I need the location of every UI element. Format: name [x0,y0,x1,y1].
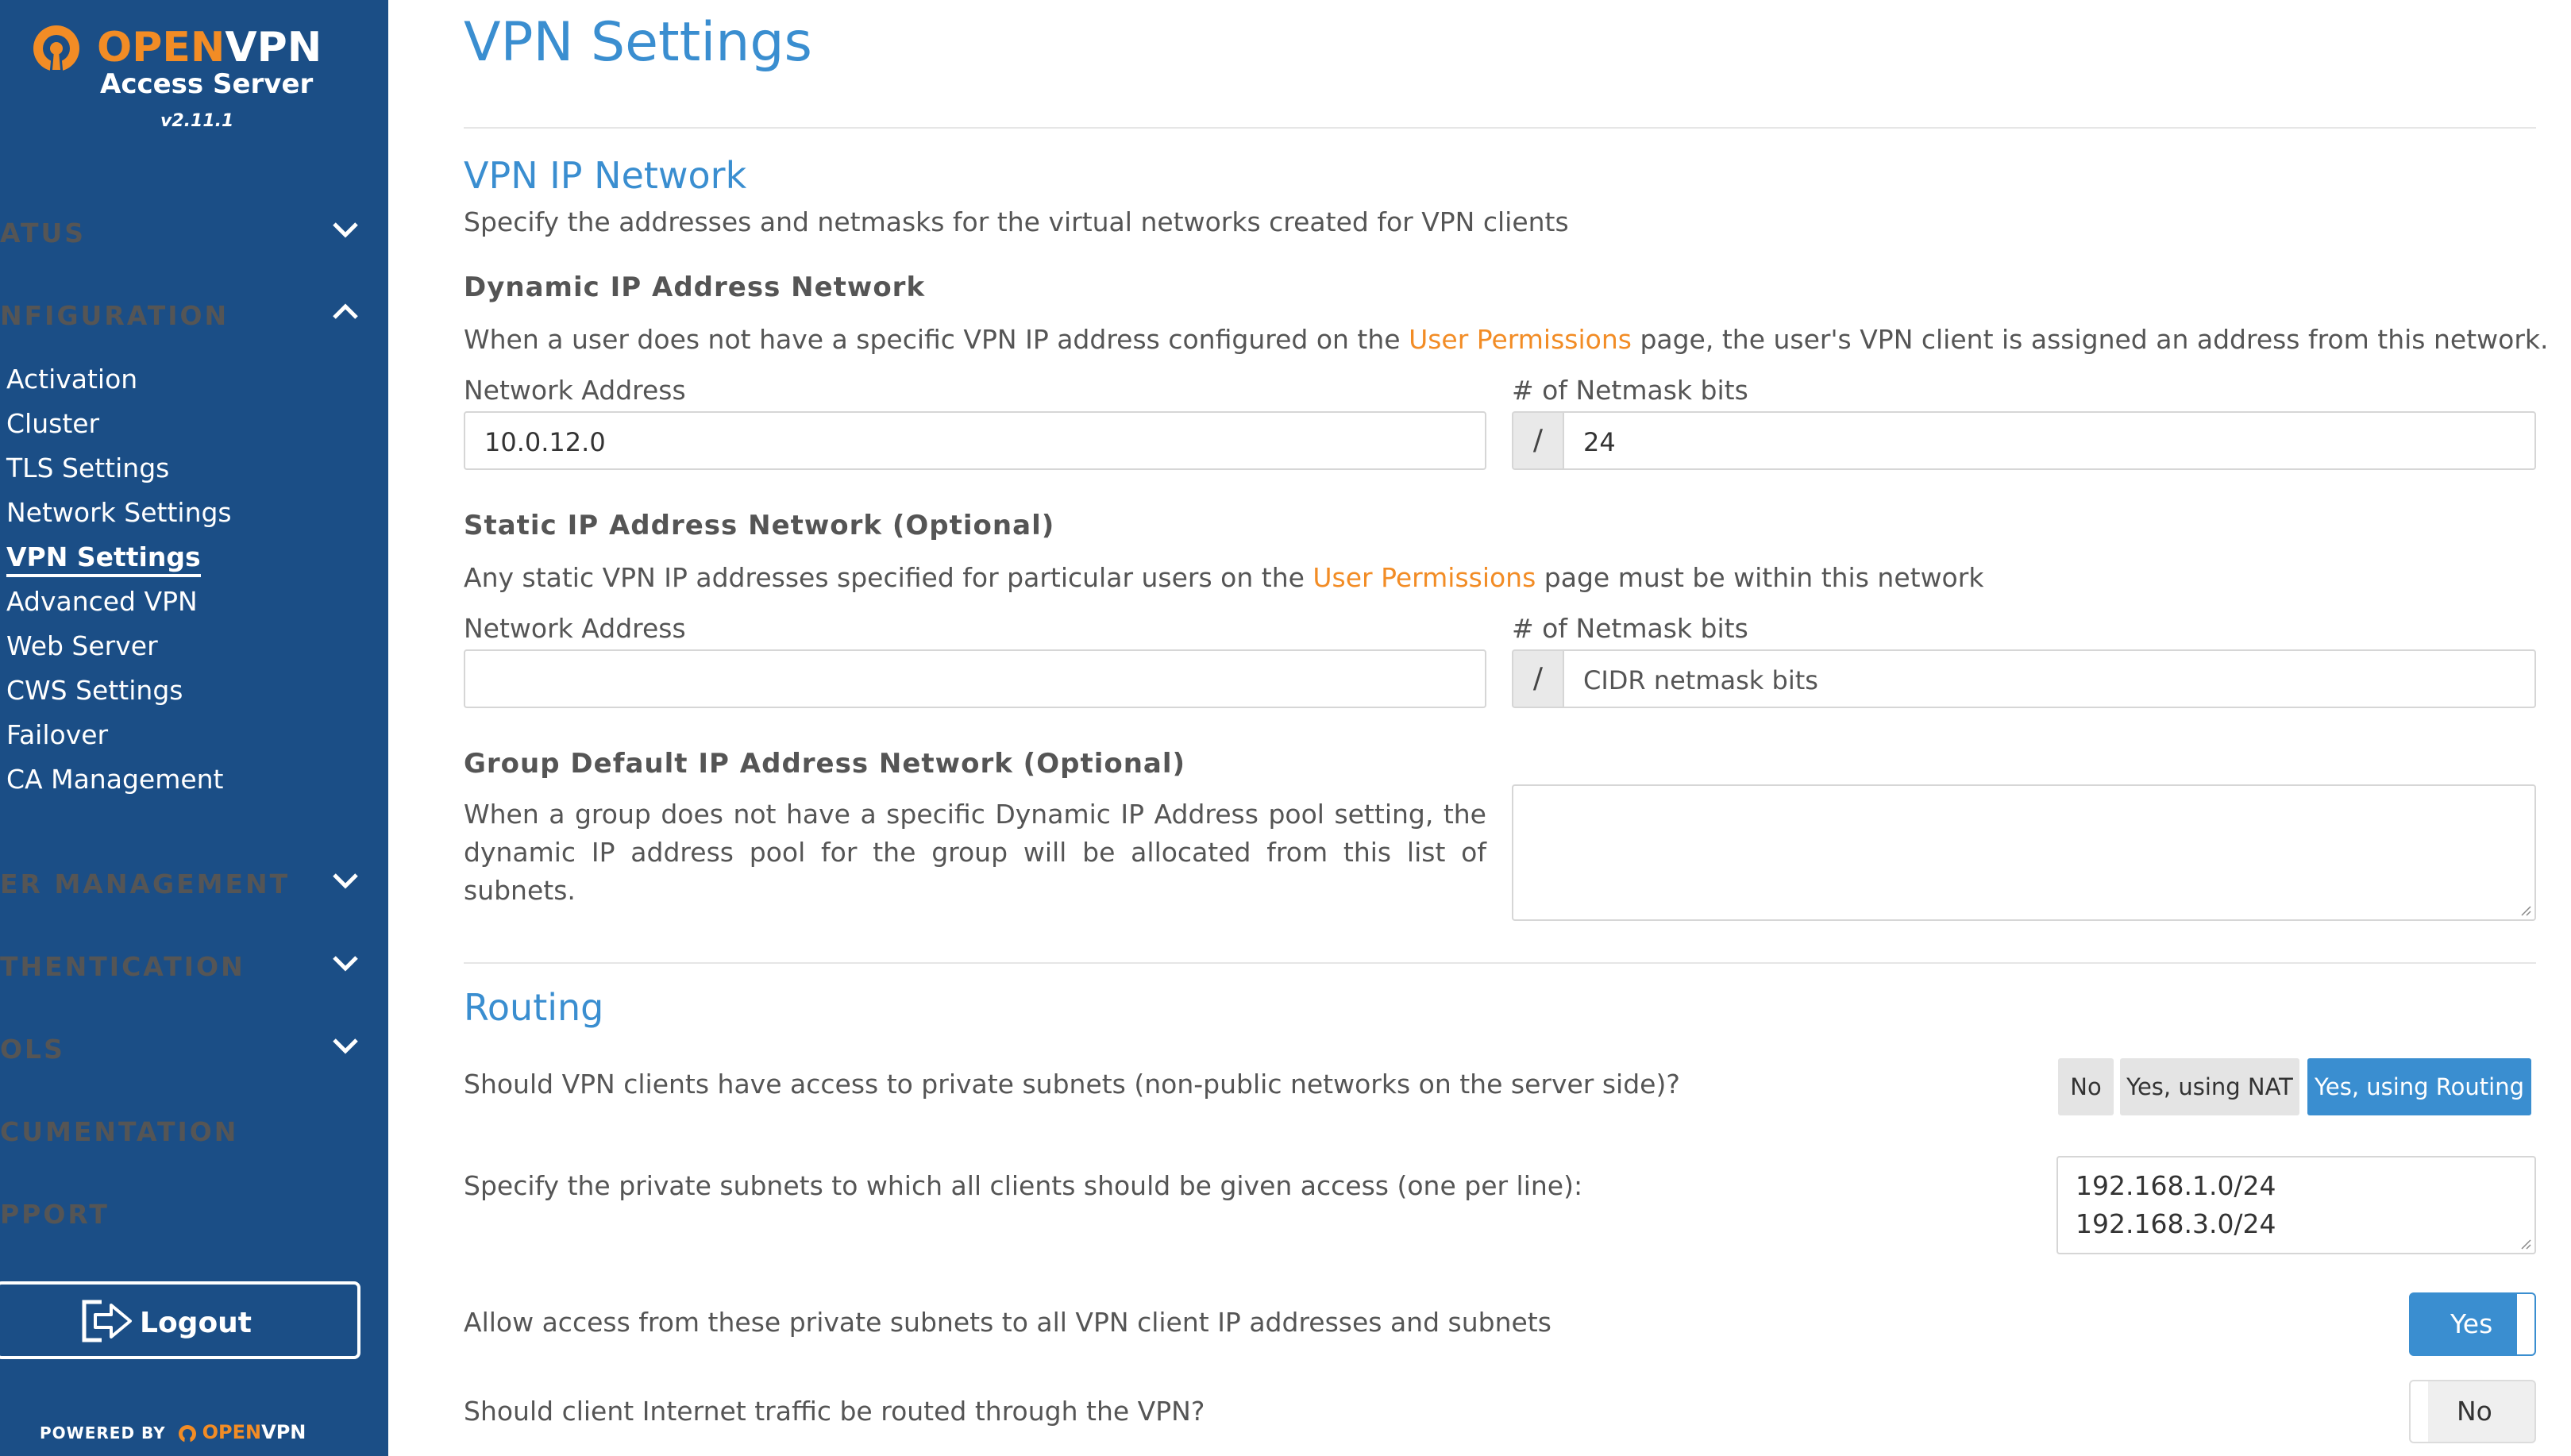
chevron-down-icon [330,218,360,241]
brand-version: v2.11.1 [160,111,234,131]
subnet-line: 192.168.1.0/24 [2076,1170,2276,1201]
netmask-bits-label: # of Netmask bits [1512,375,1748,406]
slash-addon: / [1512,411,1563,470]
group-network-heading: Group Default IP Address Network (Optional) [464,748,1186,780]
subnet-line: 192.168.3.0/24 [2076,1208,2276,1239]
user-permissions-link[interactable]: User Permissions [1312,562,1536,593]
sidebar-item-ca-management[interactable]: CA Management [6,764,224,795]
dynamic-network-heading: Dynamic IP Address Network [464,272,926,303]
nav-section-label: OLS [0,1034,65,1065]
desc-text: Any static VPN IP addresses specified for particular users on the [464,562,1313,593]
nav-section-status[interactable] [0,206,388,254]
toggle-label: Yes [2450,1308,2493,1339]
nav-section-support[interactable] [0,1188,388,1235]
toggle-knob [2411,1381,2428,1442]
section-title-vpn-ip-network: VPN IP Network [464,154,747,197]
sidebar-item-cws-settings[interactable]: CWS Settings [6,675,183,706]
private-subnets-textarea[interactable] [2056,1156,2536,1254]
logout-icon [81,1299,133,1343]
chevron-up-icon [330,300,360,324]
network-address-label: Network Address [464,375,686,406]
section-description: Specify the addresses and netmasks for the virtual networks created for VPN clients [464,206,1569,237]
powered-by-label: POWERED BY [40,1423,166,1443]
powered-by [40,1421,306,1446]
brand-vpn: VPN [225,24,322,71]
routing-option-no[interactable]: No [2058,1058,2114,1115]
openvpn-small-logo-icon [177,1423,198,1446]
chevron-down-icon [330,1034,360,1057]
divider [464,127,2536,129]
nav-section-documentation[interactable] [0,1105,388,1153]
sidebar-item-cluster[interactable]: Cluster [6,408,100,439]
static-network-heading: Static IP Address Network (Optional) [464,510,1055,541]
openvpn-logo-icon [30,22,83,79]
sidebar-item-activation[interactable]: Activation [6,364,138,395]
powered-open: OPEN [202,1421,262,1443]
nav-section-label: ATUS [0,218,87,248]
static-netmask-bits-input[interactable]: CIDR netmask bits [1563,649,2536,708]
desc-text: page, the user's VPN client is assigned an address from this network. [1631,324,2549,355]
chevron-down-icon [330,869,360,892]
nav-section-label: NFIGURATION [0,300,229,331]
page-title: VPN Settings [464,11,812,74]
group-network-description: When a group does not have a specific Dynamic IP Address pool setting, the dynamic IP address pool for the group will be allocated from this list of subnets. [464,799,1486,906]
sidebar-item-tls-settings[interactable]: TLS Settings [6,453,170,483]
sidebar-item-network-settings[interactable]: Network Settings [6,497,232,528]
nav-section-label: CUMENTATION [0,1116,239,1147]
logout-label: Logout [140,1307,252,1339]
chevron-down-icon [330,951,360,975]
routing-option-routing[interactable]: Yes, using Routing [2307,1058,2531,1115]
slash-addon: / [1512,649,1563,708]
nav-section-user-management[interactable] [0,857,388,905]
dynamic-netmask-bits-input[interactable]: 24 [1563,411,2536,470]
private-access-question: Should VPN clients have access to private subnets (non-public networks on the server side)? [464,1069,1680,1100]
network-address-label: Network Address [464,613,686,644]
sidebar [0,0,388,1456]
nav-section-label: THENTICATION [0,951,245,982]
brand-subtitle: Access Server [100,68,314,100]
desc-text: page must be within this network [1536,562,1984,593]
logout-button[interactable] [0,1281,360,1359]
nav-section-label: ER MANAGEMENT [0,869,291,899]
routing-option-nat[interactable]: Yes, using NAT [2120,1058,2299,1115]
sidebar-item-advanced-vpn[interactable]: Advanced VPN [6,586,198,617]
brand-open: OPEN [97,24,225,71]
user-permissions-link[interactable]: User Permissions [1409,324,1632,355]
section-title-routing: Routing [464,986,604,1029]
resize-grip-icon[interactable] [2520,905,2531,916]
nav-section-authentication[interactable] [0,940,388,988]
brand-name [97,24,322,71]
static-network-address-input[interactable] [464,649,1486,708]
sidebar-item-web-server[interactable]: Web Server [6,630,158,661]
allow-access-question: Allow access from these private subnets to all VPN client IP addresses and subnets [464,1307,1551,1338]
sidebar-item-failover[interactable]: Failover [6,719,109,750]
resize-grip-icon[interactable] [2520,1238,2531,1250]
toggle-label: No [2457,1396,2492,1427]
nav-section-label: PPORT [0,1199,110,1230]
dynamic-network-address-input[interactable]: 10.0.12.0 [464,411,1486,470]
static-network-description [464,562,1983,593]
internet-traffic-question: Should client Internet traffic be routed through the VPN? [464,1396,1205,1427]
dynamic-network-description [464,324,2549,355]
nav-section-tools[interactable] [0,1023,388,1070]
divider [464,962,2536,964]
netmask-bits-label: # of Netmask bits [1512,613,1748,644]
toggle-knob [2517,1294,2534,1354]
desc-text: When a user does not have a specific VPN IP address configured on the [464,324,1409,355]
main-content [464,0,2549,1456]
powered-vpn: VPN [261,1421,306,1443]
group-subnets-textarea[interactable] [1512,784,2536,921]
nav-section-configuration[interactable] [0,289,388,337]
brand [30,22,322,141]
sidebar-item-vpn-settings[interactable]: VPN Settings [6,541,201,577]
internet-traffic-toggle[interactable] [2409,1380,2536,1443]
subnets-question: Specify the private subnets to which all clients should be given access (one per line): [464,1170,1583,1201]
allow-access-toggle[interactable] [2409,1292,2536,1356]
